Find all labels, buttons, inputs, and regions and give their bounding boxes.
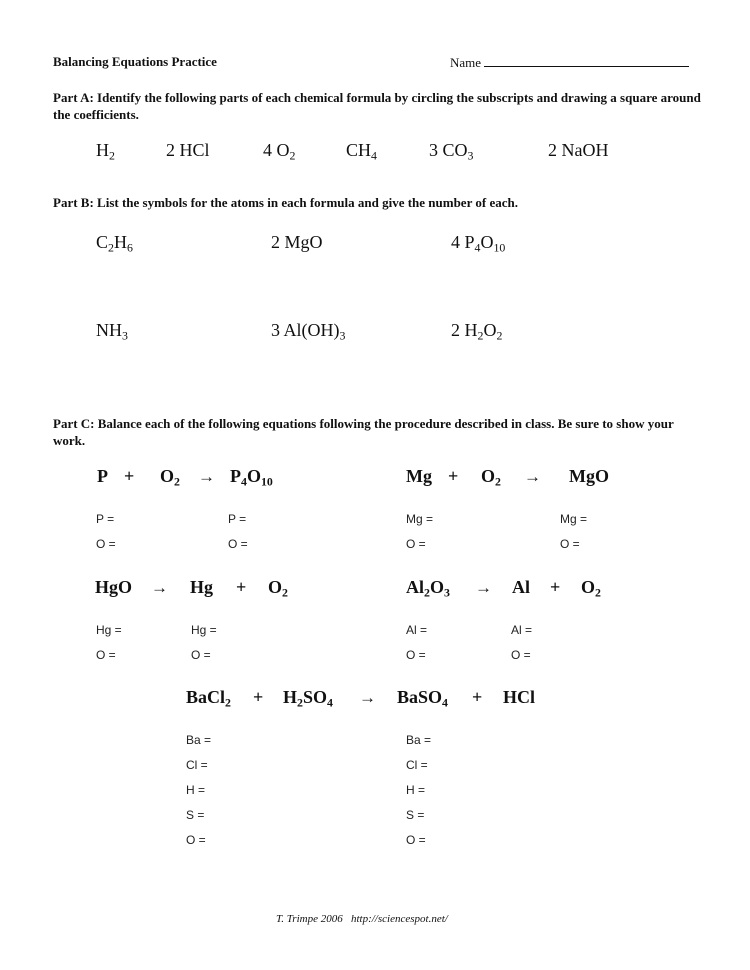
eq4-left-count-2: O = — [406, 648, 426, 662]
subscript: 10 — [260, 474, 273, 489]
coefficient: 2 — [451, 320, 465, 340]
subscript: 2 — [174, 474, 180, 489]
element-symbol: O — [160, 466, 175, 486]
element-symbol: O — [276, 140, 290, 160]
coefficient: 2 — [271, 232, 285, 252]
element-symbol: O — [429, 577, 444, 597]
eq2-left-count-1: Mg = — [406, 512, 434, 526]
eq4-plus: + — [550, 577, 561, 597]
eq5-left-count-2: Cl = — [186, 758, 208, 772]
element-symbol: BaCl — [186, 687, 226, 707]
element-symbol: O — [268, 577, 283, 597]
subscript: 2 — [496, 328, 503, 343]
element-symbol: MgO — [284, 232, 323, 252]
element-symbol: P — [230, 466, 241, 486]
name-field[interactable] — [450, 54, 689, 71]
eq3-right-count-2: O = — [191, 648, 211, 662]
eq4-term-3 — [581, 577, 601, 598]
element-symbol: CH — [346, 140, 372, 160]
subscript: 3 — [339, 328, 346, 343]
eq3-plus: + — [236, 577, 247, 597]
part-a-formula-3 — [263, 140, 295, 161]
element-symbol: Hg — [190, 577, 214, 597]
eq5-left-count-1: Ba = — [186, 733, 212, 747]
footer-credit: T. Trimpe 2006 http://sciencespot.net/ — [276, 913, 448, 925]
eq5-right-count-2: Cl = — [406, 758, 428, 772]
eq3-term-2 — [190, 577, 213, 598]
part-a-instructions: Part A: Identify the following parts of each chemical formula by circling the subscripts and drawing a square around the coefficients. — [53, 90, 701, 122]
part-a-formula-1 — [96, 140, 115, 161]
subscript: 2 — [109, 148, 115, 163]
eq5-arrow: → — [359, 688, 376, 707]
part-b-formula-3 — [451, 232, 505, 253]
eq5-term-2 — [283, 687, 333, 708]
element-symbol: P — [464, 232, 475, 252]
element-symbol: H — [113, 232, 127, 252]
part-b-instructions: Part B: List the symbols for the atoms in each formula and give the number of each. — [53, 195, 518, 210]
subscript: 4 — [371, 148, 377, 163]
part-c-instructions: Part C: Balance each of the following equations following the procedure described in class. Be sure to show your work. — [53, 416, 674, 448]
eq5-plus-2: + — [472, 687, 483, 707]
coefficient: 4 — [451, 232, 465, 252]
subscript: 3 — [122, 328, 128, 343]
eq1-right-count-2: O = — [228, 537, 248, 551]
element-symbol: O — [481, 466, 496, 486]
part-b-formula-4 — [96, 320, 128, 341]
subscript: 2 — [495, 474, 501, 489]
subscript: 3 — [467, 148, 474, 163]
eq2-left-count-2: O = — [406, 537, 426, 551]
eq5-left-count-4: S = — [186, 808, 205, 822]
element-symbol: O — [246, 466, 261, 486]
subscript: 4 — [326, 695, 333, 710]
part-a-formula-5 — [429, 140, 473, 161]
subscript: 2 — [477, 328, 484, 343]
subscript: 2 — [108, 240, 114, 255]
eq3-left-count-2: O = — [96, 648, 116, 662]
subscript: 3 — [443, 585, 450, 600]
part-b-formula-2 — [271, 232, 323, 253]
subscript: 4 — [241, 474, 247, 489]
part-a-formula-2 — [166, 140, 210, 161]
element-symbol: O — [581, 577, 596, 597]
element-symbol: O — [480, 232, 494, 252]
eq3-right-count-1: Hg = — [191, 623, 217, 637]
eq5-left-count-5: O = — [186, 833, 206, 847]
element-symbol: HCl — [503, 687, 536, 707]
coefficient: 3 — [429, 140, 443, 160]
element-symbol: NaOH — [561, 140, 609, 160]
name-line[interactable] — [484, 54, 689, 67]
element-symbol: CO — [442, 140, 468, 160]
name-label: Name — [450, 55, 482, 70]
eq2-plus: + — [448, 466, 459, 486]
element-symbol: H — [283, 687, 298, 707]
subscript: 2 — [424, 585, 430, 600]
subscript: 2 — [225, 695, 231, 710]
subscript: 2 — [289, 148, 296, 163]
eq4-left-count-1: Al = — [406, 623, 428, 637]
element-symbol: Mg — [406, 466, 432, 486]
subscript: 2 — [595, 585, 601, 600]
subscript: 4 — [474, 240, 481, 255]
eq1-arrow: → — [198, 467, 215, 486]
part-a-formula-4 — [346, 140, 377, 161]
eq1-term-1 — [97, 466, 108, 487]
eq5-right-count-4: S = — [406, 808, 425, 822]
part-a-formula-6 — [548, 140, 609, 161]
element-symbol: HgO — [95, 577, 133, 597]
eq5-left-count-3: H = — [186, 783, 206, 797]
eq5-right-count-1: Ba = — [406, 733, 432, 747]
coefficient: 2 — [548, 140, 562, 160]
eq2-arrow: → — [524, 467, 541, 486]
eq5-right-count-5: O = — [406, 833, 426, 847]
eq2-term-3 — [569, 466, 609, 487]
part-b-formula-6 — [451, 320, 502, 341]
eq5-term-4 — [503, 687, 535, 708]
eq3-arrow: → — [151, 578, 168, 597]
element-symbol: C — [96, 232, 109, 252]
subscript: 6 — [126, 240, 133, 255]
coefficient: 4 — [263, 140, 277, 160]
eq4-right-count-2: O = — [511, 648, 531, 662]
eq3-term-3 — [268, 577, 288, 598]
eq1-right-count-1: P = — [228, 512, 247, 526]
element-symbol: HCl — [179, 140, 210, 160]
element-symbol: O — [483, 320, 497, 340]
eq3-term-1 — [95, 577, 132, 598]
element-symbol: H — [464, 320, 478, 340]
element-symbol: P — [97, 466, 108, 486]
eq1-left-count-1: P = — [96, 512, 115, 526]
eq5-term-1 — [186, 687, 231, 708]
element-symbol: H — [96, 140, 109, 160]
eq1-left-count-2: O = — [96, 537, 116, 551]
subscript: 2 — [297, 695, 303, 710]
eq4-arrow: → — [475, 578, 492, 597]
eq2-term-1 — [406, 466, 432, 487]
element-symbol: Al — [406, 577, 424, 597]
eq1-term-2 — [160, 466, 180, 487]
eq2-right-count-2: O = — [560, 537, 580, 551]
eq4-right-count-1: Al = — [511, 623, 533, 637]
coefficient: 2 — [166, 140, 180, 160]
subscript: 2 — [282, 585, 288, 600]
eq1-plus: + — [124, 466, 135, 486]
eq5-plus-1: + — [253, 687, 264, 707]
worksheet-title: Balancing Equations Practice — [53, 54, 217, 69]
element-symbol: SO — [302, 687, 327, 707]
eq5-right-count-3: H = — [406, 783, 426, 797]
element-symbol: Al(OH) — [283, 320, 340, 340]
eq4-term-2 — [512, 577, 530, 598]
eq1-term-3 — [230, 466, 273, 487]
part-b-formula-1 — [96, 232, 133, 253]
subscript: 10 — [493, 240, 506, 255]
eq2-right-count-1: Mg = — [560, 512, 588, 526]
eq3-left-count-1: Hg = — [96, 623, 122, 637]
coefficient: 3 — [271, 320, 284, 340]
eq2-term-2 — [481, 466, 501, 487]
element-symbol: BaSO — [397, 687, 443, 707]
eq5-term-3 — [397, 687, 448, 708]
element-symbol: MgO — [569, 466, 609, 486]
part-b-formula-5 — [271, 320, 345, 341]
subscript: 4 — [442, 695, 448, 710]
element-symbol: NH — [96, 320, 122, 340]
element-symbol: Al — [512, 577, 530, 597]
eq4-term-1 — [406, 577, 450, 598]
